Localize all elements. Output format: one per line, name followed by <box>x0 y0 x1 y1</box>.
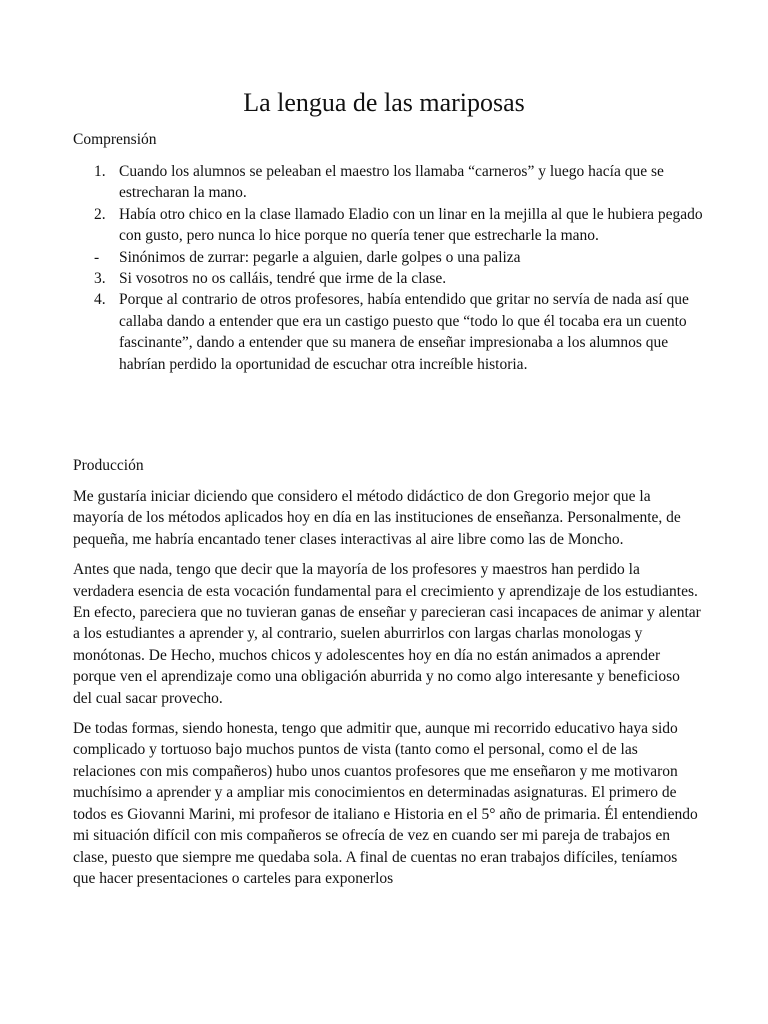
list-item-text: Cuando los alumnos se peleaban el maestro los llamaba “carneros” y luego hacía que se estrecharan la mano. <box>119 163 664 202</box>
comprension-heading: Comprensión <box>73 131 157 148</box>
paragraph: Me gustaría iniciar diciendo que considero el método didáctico de don Gregorio mejor que la mayoría de los métodos aplicados hoy en día en las instituciones de enseñanza. Personalmente, de pequeña, me habría encantado tener clases interactivas al aire libre como las de Moncho. <box>73 488 681 548</box>
comprension-list <box>73 161 713 375</box>
list-item <box>73 289 713 375</box>
list-item-text: Había otro chico en la clase llamado Eladio con un linar en la mejilla al que le hubiera pegado con gusto, pero nunca lo hice porque no quería tener que estrecharle la mano. <box>119 205 703 245</box>
list-item <box>73 247 713 268</box>
produccion-heading: Producción <box>73 457 144 474</box>
list-marker: 2. <box>94 205 106 223</box>
list-marker: 1. <box>94 163 106 180</box>
paragraph: De todas formas, siendo honesta, tengo que admitir que, aunque mi recorrido educativo haya sido complicado y tortuoso bajo muchos puntos de vista (tanto como el personal, como el de las relaciones con mis compañeros) hubo unos cuantos profesores que me enseñaron y me motivaron muchísimo a aprender y a ampliar mis conocimientos en determinadas asignaturas. El primero de todos es Giovanni Marini, mi profesor de italiano e Historia en el 5° año de primaria. Él entendiendo mi situación difícil con mis compañeros se ofrecía de vez en cuando ser mi pareja de trabajos en clase, puesto que siempre me quedaba sola. A final de cuentas no eran trabajos difíciles, teníamos que hacer presentaciones o carteles para exponerlos <box>73 720 698 887</box>
list-marker: 4. <box>94 291 106 309</box>
list-marker: 3. <box>94 270 106 288</box>
list-item-text: Sinónimos de zurrar: pegarle a alguien, darle golpes o una paliza <box>119 248 521 266</box>
paragraph: Antes que nada, tengo que decir que la mayoría de los profesores y maestros han perdido la verdadera esencia de esta vocación fundamental para el crecimiento y aprendizaje de los estudiantes. En efecto, pareciera que no tuvieran ganas de enseñar y parecieran casi incapaces de animar y alentar a los estudiantes a aprender y, al contrario, suelen aburrirlos con largas charlas monologas y monótonas. De Hecho, muchos chicos y adolescentes hoy en día no están animados a aprender porque ven el aprendizaje como una obligación aburrida y no como algo interesante y beneficioso del cual sacar provecho. <box>73 561 701 707</box>
produccion-body <box>73 486 701 898</box>
list-marker: - <box>94 248 100 266</box>
list-item <box>73 204 713 247</box>
list-item-text: Porque al contrario de otros profesores, había entendido que gritar no servía de nada así que callaba dando a entender que era un castigo puesto que “todo lo que él tocaba era un cuento fascinante”, dando a entender que su manera de enseñar impresionaba a los alumnos que habrían perdido la oportunidad de escuchar otra increíble historia. <box>119 291 689 373</box>
list-item <box>73 268 713 289</box>
list-item <box>73 161 713 204</box>
list-item-text: Si vosotros no os calláis, tendré que irme de la clase. <box>119 270 447 288</box>
document-title: La lengua de las mariposas <box>243 88 525 117</box>
